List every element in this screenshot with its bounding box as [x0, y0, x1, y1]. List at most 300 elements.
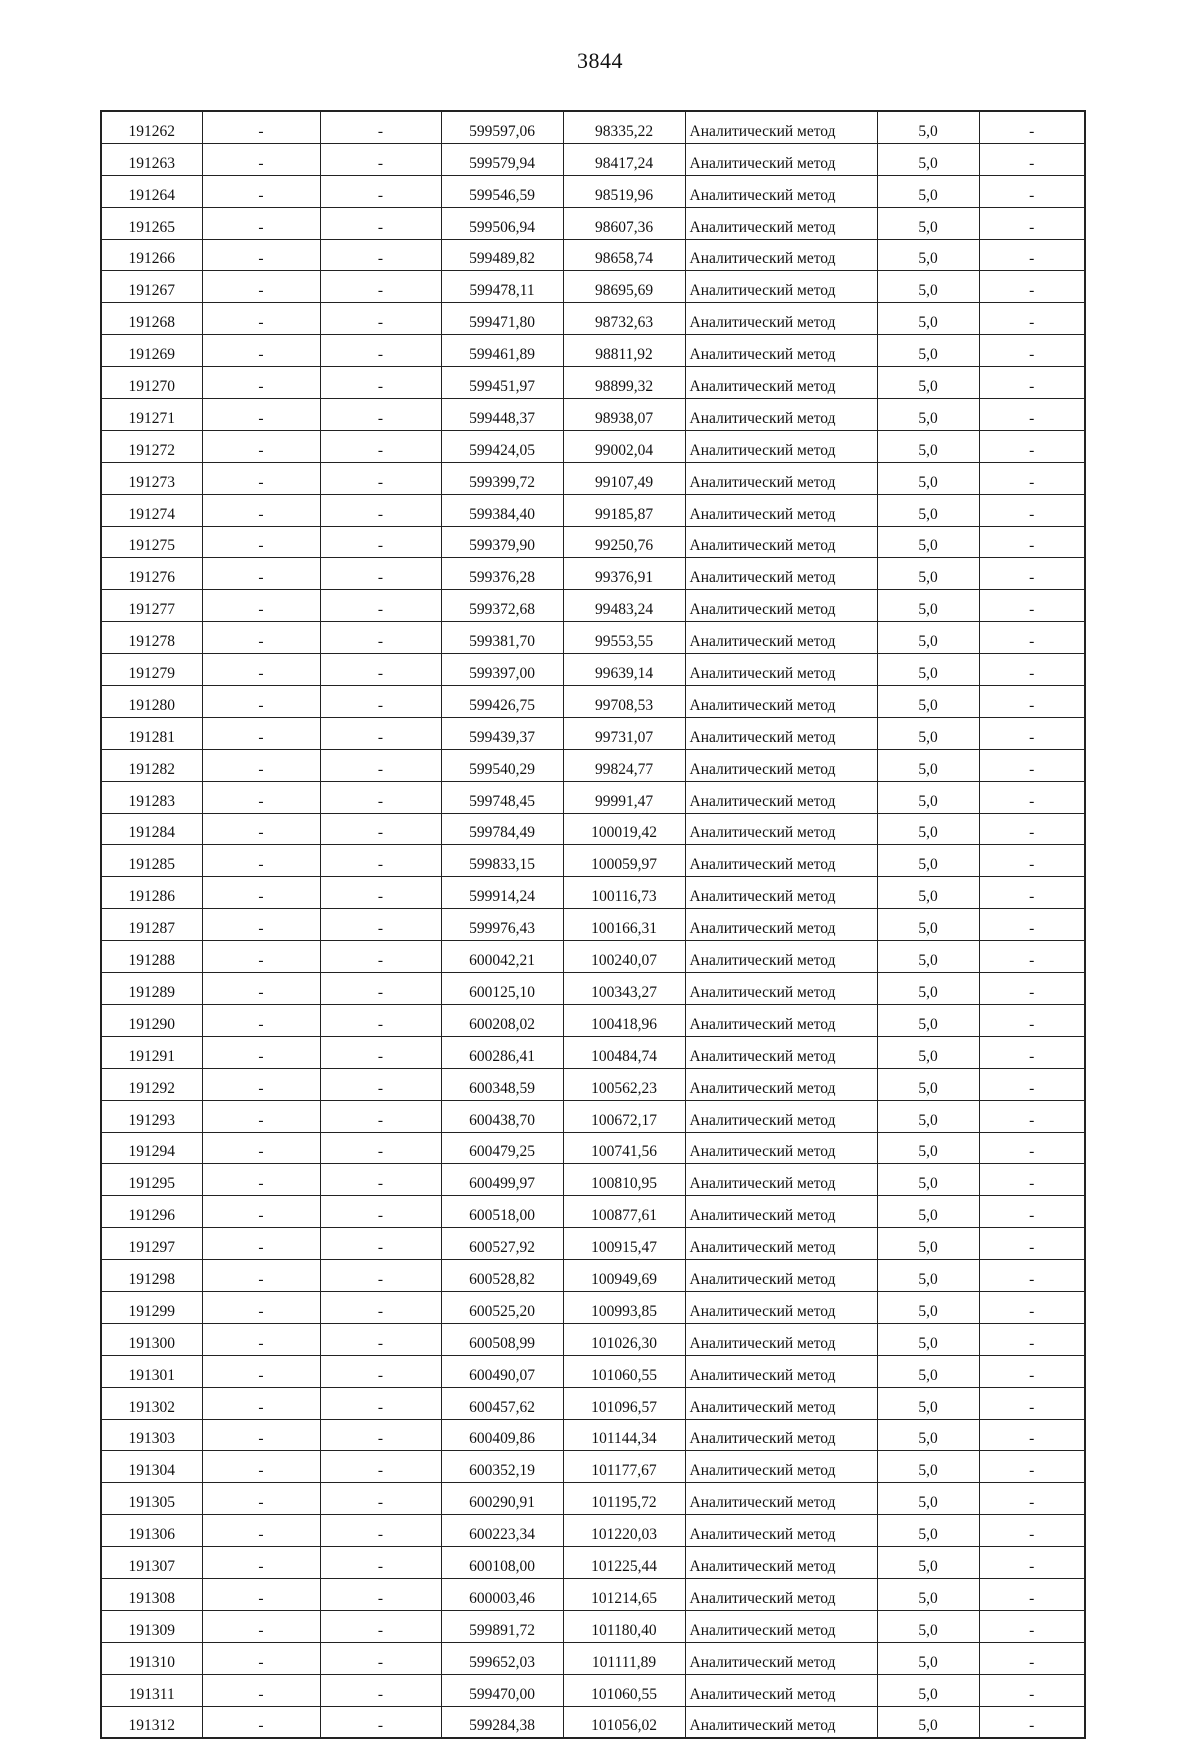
coordinate-x-cell: 599914,24 [441, 877, 563, 909]
empty-column-2-cell: - [202, 1706, 320, 1738]
accuracy-cell: 5,0 [877, 1260, 979, 1292]
point-id-cell: 191274 [101, 494, 202, 526]
coordinate-x-cell: 600527,92 [441, 1228, 563, 1260]
accuracy-cell: 5,0 [877, 877, 979, 909]
coordinate-x-cell: 600508,99 [441, 1323, 563, 1355]
table-row [101, 1164, 1085, 1196]
table-row [101, 781, 1085, 813]
table-row [101, 335, 1085, 367]
table-row [101, 1355, 1085, 1387]
empty-column-3-cell: - [320, 367, 441, 399]
method-cell: Аналитический метод [685, 749, 877, 781]
method-cell: Аналитический метод [685, 717, 877, 749]
accuracy-cell: 5,0 [877, 909, 979, 941]
method-cell: Аналитический метод [685, 654, 877, 686]
method-cell: Аналитический метод [685, 1132, 877, 1164]
method-cell: Аналитический метод [685, 303, 877, 335]
empty-column-8-cell: - [979, 1674, 1085, 1706]
empty-column-8-cell: - [979, 207, 1085, 239]
empty-column-8-cell: - [979, 526, 1085, 558]
empty-column-2-cell: - [202, 175, 320, 207]
coordinate-y-cell: 100562,23 [563, 1068, 685, 1100]
empty-column-8-cell: - [979, 1451, 1085, 1483]
table-row [101, 1291, 1085, 1323]
table-row [101, 1483, 1085, 1515]
table-row [101, 845, 1085, 877]
coordinate-y-cell: 99002,04 [563, 430, 685, 462]
table-row [101, 207, 1085, 239]
coordinate-x-cell: 600457,62 [441, 1387, 563, 1419]
point-id-cell: 191287 [101, 909, 202, 941]
empty-column-3-cell: - [320, 1355, 441, 1387]
empty-column-2-cell: - [202, 1674, 320, 1706]
method-cell: Аналитический метод [685, 622, 877, 654]
coordinate-y-cell: 99483,24 [563, 590, 685, 622]
method-cell: Аналитический метод [685, 1004, 877, 1036]
accuracy-cell: 5,0 [877, 1355, 979, 1387]
empty-column-2-cell: - [202, 590, 320, 622]
method-cell: Аналитический метод [685, 1706, 877, 1738]
accuracy-cell: 5,0 [877, 494, 979, 526]
empty-column-8-cell: - [979, 303, 1085, 335]
empty-column-8-cell: - [979, 1260, 1085, 1292]
empty-column-8-cell: - [979, 1196, 1085, 1228]
accuracy-cell: 5,0 [877, 1068, 979, 1100]
empty-column-2-cell: - [202, 1036, 320, 1068]
accuracy-cell: 5,0 [877, 1706, 979, 1738]
coordinate-x-cell: 599546,59 [441, 175, 563, 207]
empty-column-2-cell: - [202, 877, 320, 909]
method-cell: Аналитический метод [685, 1323, 877, 1355]
empty-column-2-cell: - [202, 335, 320, 367]
empty-column-2-cell: - [202, 941, 320, 973]
empty-column-8-cell: - [979, 462, 1085, 494]
table-row [101, 813, 1085, 845]
coordinate-x-cell: 599448,37 [441, 399, 563, 431]
accuracy-cell: 5,0 [877, 1164, 979, 1196]
empty-column-3-cell: - [320, 1100, 441, 1132]
empty-column-3-cell: - [320, 877, 441, 909]
empty-column-2-cell: - [202, 845, 320, 877]
empty-column-8-cell: - [979, 941, 1085, 973]
accuracy-cell: 5,0 [877, 1547, 979, 1579]
empty-column-2-cell: - [202, 494, 320, 526]
table-row [101, 1642, 1085, 1674]
empty-column-8-cell: - [979, 845, 1085, 877]
empty-column-3-cell: - [320, 1228, 441, 1260]
empty-column-3-cell: - [320, 1004, 441, 1036]
empty-column-2-cell: - [202, 909, 320, 941]
empty-column-3-cell: - [320, 1387, 441, 1419]
empty-column-2-cell: - [202, 1164, 320, 1196]
point-id-cell: 191278 [101, 622, 202, 654]
coordinate-x-cell: 600290,91 [441, 1483, 563, 1515]
empty-column-8-cell: - [979, 175, 1085, 207]
empty-column-8-cell: - [979, 622, 1085, 654]
table-row [101, 590, 1085, 622]
empty-column-2-cell: - [202, 1387, 320, 1419]
table-row [101, 654, 1085, 686]
empty-column-3-cell: - [320, 494, 441, 526]
table-row [101, 271, 1085, 303]
point-id-cell: 191284 [101, 813, 202, 845]
point-id-cell: 191268 [101, 303, 202, 335]
empty-column-2-cell: - [202, 1547, 320, 1579]
coordinate-x-cell: 600125,10 [441, 973, 563, 1005]
empty-column-2-cell: - [202, 686, 320, 718]
coordinate-x-cell: 599478,11 [441, 271, 563, 303]
accuracy-cell: 5,0 [877, 143, 979, 175]
table-row [101, 1578, 1085, 1610]
method-cell: Аналитический метод [685, 143, 877, 175]
empty-column-8-cell: - [979, 749, 1085, 781]
empty-column-8-cell: - [979, 239, 1085, 271]
point-id-cell: 191301 [101, 1355, 202, 1387]
method-cell: Аналитический метод [685, 175, 877, 207]
table-row [101, 1547, 1085, 1579]
empty-column-8-cell: - [979, 1228, 1085, 1260]
point-id-cell: 191295 [101, 1164, 202, 1196]
table-row [101, 1100, 1085, 1132]
table-row [101, 430, 1085, 462]
coordinate-y-cell: 101214,65 [563, 1578, 685, 1610]
point-id-cell: 191291 [101, 1036, 202, 1068]
empty-column-3-cell: - [320, 717, 441, 749]
coordinate-y-cell: 101195,72 [563, 1483, 685, 1515]
accuracy-cell: 5,0 [877, 781, 979, 813]
accuracy-cell: 5,0 [877, 399, 979, 431]
coordinate-x-cell: 600409,86 [441, 1419, 563, 1451]
empty-column-2-cell: - [202, 367, 320, 399]
coordinate-y-cell: 99639,14 [563, 654, 685, 686]
method-cell: Аналитический метод [685, 1291, 877, 1323]
coordinate-y-cell: 99991,47 [563, 781, 685, 813]
accuracy-cell: 5,0 [877, 1132, 979, 1164]
empty-column-8-cell: - [979, 654, 1085, 686]
point-id-cell: 191272 [101, 430, 202, 462]
empty-column-2-cell: - [202, 558, 320, 590]
empty-column-2-cell: - [202, 749, 320, 781]
coordinate-y-cell: 100343,27 [563, 973, 685, 1005]
coordinate-x-cell: 599426,75 [441, 686, 563, 718]
accuracy-cell: 5,0 [877, 813, 979, 845]
coordinate-y-cell: 99553,55 [563, 622, 685, 654]
coordinate-x-cell: 599381,70 [441, 622, 563, 654]
table-row [101, 973, 1085, 1005]
empty-column-3-cell: - [320, 558, 441, 590]
method-cell: Аналитический метод [685, 1547, 877, 1579]
empty-column-3-cell: - [320, 1642, 441, 1674]
point-id-cell: 191283 [101, 781, 202, 813]
point-id-cell: 191275 [101, 526, 202, 558]
table-row [101, 1132, 1085, 1164]
method-cell: Аналитический метод [685, 335, 877, 367]
coordinate-x-cell: 599976,43 [441, 909, 563, 941]
empty-column-8-cell: - [979, 1547, 1085, 1579]
coordinate-x-cell: 600479,25 [441, 1132, 563, 1164]
table-row [101, 494, 1085, 526]
point-id-cell: 191309 [101, 1610, 202, 1642]
empty-column-3-cell: - [320, 1132, 441, 1164]
empty-column-8-cell: - [979, 909, 1085, 941]
coordinate-y-cell: 100116,73 [563, 877, 685, 909]
empty-column-8-cell: - [979, 781, 1085, 813]
coordinate-y-cell: 98417,24 [563, 143, 685, 175]
empty-column-3-cell: - [320, 1419, 441, 1451]
empty-column-2-cell: - [202, 399, 320, 431]
coordinate-x-cell: 600490,07 [441, 1355, 563, 1387]
table-row [101, 1610, 1085, 1642]
coordinate-y-cell: 99250,76 [563, 526, 685, 558]
point-id-cell: 191296 [101, 1196, 202, 1228]
empty-column-3-cell: - [320, 175, 441, 207]
accuracy-cell: 5,0 [877, 239, 979, 271]
empty-column-2-cell: - [202, 1642, 320, 1674]
point-id-cell: 191269 [101, 335, 202, 367]
coordinate-y-cell: 100166,31 [563, 909, 685, 941]
coordinate-x-cell: 599471,80 [441, 303, 563, 335]
coordinate-y-cell: 100019,42 [563, 813, 685, 845]
method-cell: Аналитический метод [685, 1515, 877, 1547]
point-id-cell: 191306 [101, 1515, 202, 1547]
empty-column-8-cell: - [979, 1068, 1085, 1100]
empty-column-2-cell: - [202, 1419, 320, 1451]
method-cell: Аналитический метод [685, 1674, 877, 1706]
coordinate-x-cell: 600528,82 [441, 1260, 563, 1292]
empty-column-2-cell: - [202, 207, 320, 239]
accuracy-cell: 5,0 [877, 1387, 979, 1419]
point-id-cell: 191280 [101, 686, 202, 718]
coordinate-x-cell: 599384,40 [441, 494, 563, 526]
empty-column-3-cell: - [320, 335, 441, 367]
point-id-cell: 191300 [101, 1323, 202, 1355]
empty-column-2-cell: - [202, 143, 320, 175]
coordinate-y-cell: 101144,34 [563, 1419, 685, 1451]
table-row [101, 1419, 1085, 1451]
point-id-cell: 191285 [101, 845, 202, 877]
table-row [101, 717, 1085, 749]
accuracy-cell: 5,0 [877, 1228, 979, 1260]
table-row [101, 558, 1085, 590]
accuracy-cell: 5,0 [877, 558, 979, 590]
empty-column-8-cell: - [979, 1323, 1085, 1355]
point-id-cell: 191310 [101, 1642, 202, 1674]
empty-column-3-cell: - [320, 1323, 441, 1355]
accuracy-cell: 5,0 [877, 1323, 979, 1355]
point-id-cell: 191297 [101, 1228, 202, 1260]
empty-column-3-cell: - [320, 303, 441, 335]
accuracy-cell: 5,0 [877, 271, 979, 303]
accuracy-cell: 5,0 [877, 462, 979, 494]
page-number: 3844 [577, 48, 623, 73]
empty-column-3-cell: - [320, 654, 441, 686]
method-cell: Аналитический метод [685, 781, 877, 813]
point-id-cell: 191308 [101, 1578, 202, 1610]
coordinate-y-cell: 100741,56 [563, 1132, 685, 1164]
coordinate-y-cell: 99376,91 [563, 558, 685, 590]
coordinate-y-cell: 100059,97 [563, 845, 685, 877]
empty-column-2-cell: - [202, 462, 320, 494]
empty-column-8-cell: - [979, 111, 1085, 143]
method-cell: Аналитический метод [685, 462, 877, 494]
table-row [101, 909, 1085, 941]
empty-column-2-cell: - [202, 1196, 320, 1228]
method-cell: Аналитический метод [685, 399, 877, 431]
empty-column-2-cell: - [202, 1355, 320, 1387]
coordinate-x-cell: 599489,82 [441, 239, 563, 271]
empty-column-2-cell: - [202, 781, 320, 813]
coordinate-x-cell: 599372,68 [441, 590, 563, 622]
empty-column-3-cell: - [320, 1451, 441, 1483]
method-cell: Аналитический метод [685, 877, 877, 909]
coordinate-x-cell: 599470,00 [441, 1674, 563, 1706]
method-cell: Аналитический метод [685, 845, 877, 877]
empty-column-8-cell: - [979, 1004, 1085, 1036]
empty-column-2-cell: - [202, 813, 320, 845]
empty-column-3-cell: - [320, 1068, 441, 1100]
coordinate-y-cell: 98732,63 [563, 303, 685, 335]
empty-column-8-cell: - [979, 686, 1085, 718]
empty-column-8-cell: - [979, 1355, 1085, 1387]
accuracy-cell: 5,0 [877, 973, 979, 1005]
method-cell: Аналитический метод [685, 1355, 877, 1387]
empty-column-2-cell: - [202, 717, 320, 749]
accuracy-cell: 5,0 [877, 590, 979, 622]
table-row [101, 1196, 1085, 1228]
coordinate-x-cell: 600348,59 [441, 1068, 563, 1100]
empty-column-3-cell: - [320, 781, 441, 813]
coordinate-y-cell: 101180,40 [563, 1610, 685, 1642]
table-row [101, 1706, 1085, 1738]
empty-column-3-cell: - [320, 143, 441, 175]
point-id-cell: 191302 [101, 1387, 202, 1419]
coordinate-y-cell: 98811,92 [563, 335, 685, 367]
accuracy-cell: 5,0 [877, 207, 979, 239]
accuracy-cell: 5,0 [877, 1196, 979, 1228]
method-cell: Аналитический метод [685, 686, 877, 718]
accuracy-cell: 5,0 [877, 1100, 979, 1132]
empty-column-8-cell: - [979, 877, 1085, 909]
coordinate-x-cell: 600438,70 [441, 1100, 563, 1132]
point-id-cell: 191292 [101, 1068, 202, 1100]
table-row [101, 1323, 1085, 1355]
empty-column-3-cell: - [320, 1291, 441, 1323]
accuracy-cell: 5,0 [877, 430, 979, 462]
empty-column-2-cell: - [202, 1483, 320, 1515]
point-id-cell: 191303 [101, 1419, 202, 1451]
point-id-cell: 191279 [101, 654, 202, 686]
empty-column-3-cell: - [320, 973, 441, 1005]
coordinate-y-cell: 98607,36 [563, 207, 685, 239]
table-row [101, 143, 1085, 175]
coordinate-x-cell: 599891,72 [441, 1610, 563, 1642]
point-id-cell: 191290 [101, 1004, 202, 1036]
empty-column-8-cell: - [979, 1706, 1085, 1738]
empty-column-2-cell: - [202, 271, 320, 303]
coordinate-y-cell: 98519,96 [563, 175, 685, 207]
empty-column-8-cell: - [979, 1291, 1085, 1323]
accuracy-cell: 5,0 [877, 622, 979, 654]
point-id-cell: 191265 [101, 207, 202, 239]
table-row [101, 941, 1085, 973]
accuracy-cell: 5,0 [877, 1515, 979, 1547]
coordinate-y-cell: 99107,49 [563, 462, 685, 494]
point-id-cell: 191312 [101, 1706, 202, 1738]
point-id-cell: 191307 [101, 1547, 202, 1579]
table-row [101, 1451, 1085, 1483]
coordinate-y-cell: 101026,30 [563, 1323, 685, 1355]
method-cell: Аналитический метод [685, 494, 877, 526]
empty-column-8-cell: - [979, 1132, 1085, 1164]
point-id-cell: 191294 [101, 1132, 202, 1164]
accuracy-cell: 5,0 [877, 1291, 979, 1323]
empty-column-2-cell: - [202, 430, 320, 462]
empty-column-8-cell: - [979, 271, 1085, 303]
accuracy-cell: 5,0 [877, 1451, 979, 1483]
empty-column-2-cell: - [202, 111, 320, 143]
empty-column-8-cell: - [979, 1419, 1085, 1451]
coordinate-x-cell: 599451,97 [441, 367, 563, 399]
empty-column-8-cell: - [979, 399, 1085, 431]
coordinate-x-cell: 599284,38 [441, 1706, 563, 1738]
coordinate-y-cell: 101060,55 [563, 1674, 685, 1706]
empty-column-3-cell: - [320, 590, 441, 622]
point-id-cell: 191276 [101, 558, 202, 590]
coordinate-x-cell: 599833,15 [441, 845, 563, 877]
coordinate-x-cell: 599652,03 [441, 1642, 563, 1674]
coordinate-y-cell: 101225,44 [563, 1547, 685, 1579]
empty-column-2-cell: - [202, 1578, 320, 1610]
empty-column-2-cell: - [202, 1068, 320, 1100]
coordinate-y-cell: 100418,96 [563, 1004, 685, 1036]
point-id-cell: 191282 [101, 749, 202, 781]
empty-column-3-cell: - [320, 1547, 441, 1579]
coordinate-x-cell: 599597,06 [441, 111, 563, 143]
empty-column-2-cell: - [202, 1100, 320, 1132]
accuracy-cell: 5,0 [877, 654, 979, 686]
coordinate-y-cell: 100877,61 [563, 1196, 685, 1228]
empty-column-2-cell: - [202, 654, 320, 686]
method-cell: Аналитический метод [685, 111, 877, 143]
empty-column-8-cell: - [979, 494, 1085, 526]
empty-column-3-cell: - [320, 399, 441, 431]
point-id-cell: 191271 [101, 399, 202, 431]
accuracy-cell: 5,0 [877, 1483, 979, 1515]
coordinate-x-cell: 600286,41 [441, 1036, 563, 1068]
empty-column-3-cell: - [320, 1036, 441, 1068]
table-row [101, 1387, 1085, 1419]
empty-column-2-cell: - [202, 1451, 320, 1483]
empty-column-3-cell: - [320, 1260, 441, 1292]
method-cell: Аналитический метод [685, 1610, 877, 1642]
empty-column-3-cell: - [320, 749, 441, 781]
coordinate-y-cell: 100949,69 [563, 1260, 685, 1292]
point-id-cell: 191266 [101, 239, 202, 271]
method-cell: Аналитический метод [685, 1260, 877, 1292]
empty-column-3-cell: - [320, 462, 441, 494]
method-cell: Аналитический метод [685, 1483, 877, 1515]
empty-column-8-cell: - [979, 335, 1085, 367]
empty-column-2-cell: - [202, 1228, 320, 1260]
table-row [101, 686, 1085, 718]
coordinate-y-cell: 101096,57 [563, 1387, 685, 1419]
coordinate-x-cell: 600518,00 [441, 1196, 563, 1228]
point-id-cell: 191273 [101, 462, 202, 494]
empty-column-3-cell: - [320, 239, 441, 271]
coordinate-y-cell: 99731,07 [563, 717, 685, 749]
method-cell: Аналитический метод [685, 1642, 877, 1674]
coordinate-y-cell: 101177,67 [563, 1451, 685, 1483]
